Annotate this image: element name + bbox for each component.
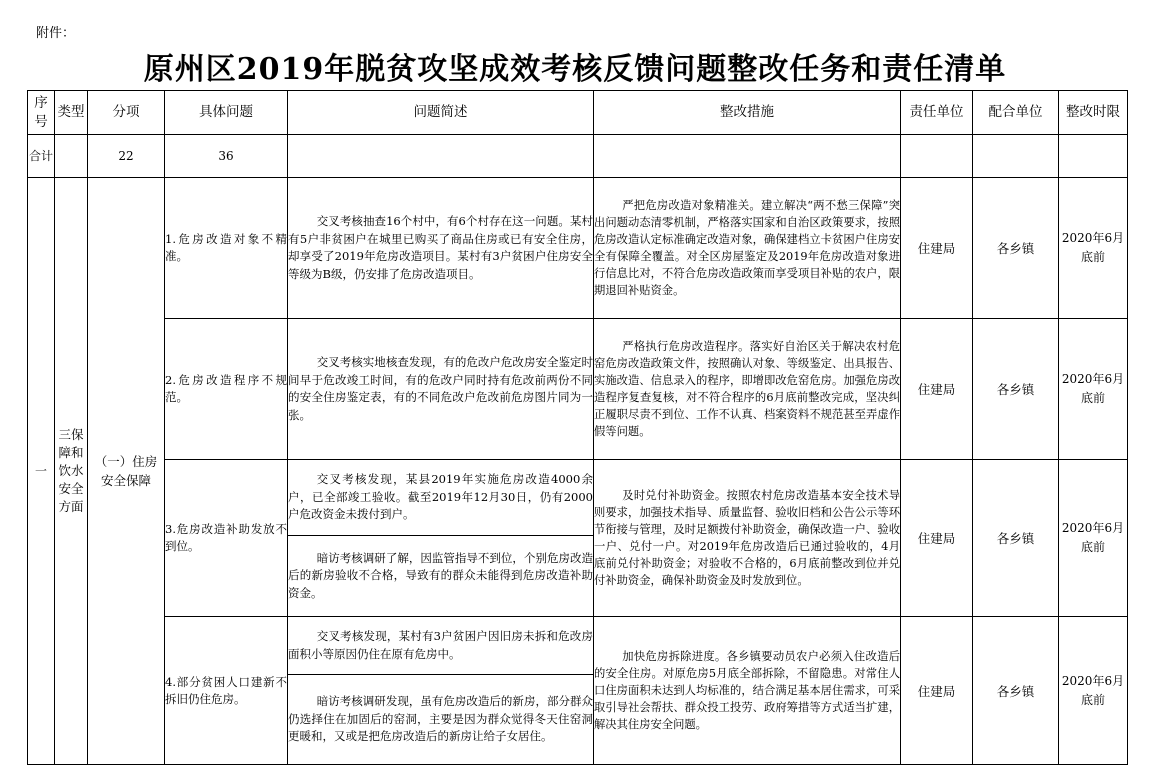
total-label: 合计 xyxy=(28,135,55,178)
resp-unit: 住建局 xyxy=(901,178,973,319)
header-deadline: 整改时限 xyxy=(1059,91,1128,135)
desc-cell: 交叉考核实地核查发现，有的危改户危改房安全鉴定时间早于危改竣工时间，有的危改户同时持有危改前两份不同的安全住房鉴定表，有的不同危改户危改前危房图片同为一张。 xyxy=(288,319,594,460)
table-row xyxy=(28,178,1128,319)
header-issue: 具体问题 xyxy=(165,91,288,135)
header-desc: 问题简述 xyxy=(288,91,594,135)
deadline: 2020年6月底前 xyxy=(1059,319,1128,460)
coop-unit: 各乡镇 xyxy=(973,617,1059,765)
header-coop: 配合单位 xyxy=(973,91,1059,135)
resp-unit: 住建局 xyxy=(901,319,973,460)
measure-cell: 加快危房拆除进度。各乡镇要动员农户必须入住改造后的安全住房。对原危房5月底全部拆除，不留隐患。对常住人口住房面积未达到人均标准的，结合满足基本居住需求，可采取引导社会帮扶、群众投工投劳、政府筹措等方式适当扩建，解决其住房安全问题。 xyxy=(594,617,901,765)
desc-cell: 交叉考核发现，某村有3户贫困户因旧房未拆和危改房面积小等原因仍住在原有危房中。 xyxy=(288,617,594,675)
total-issue-count: 36 xyxy=(165,135,288,178)
issue-cell: 3.危房改造补助发放不到位。 xyxy=(165,460,288,617)
coop-unit: 各乡镇 xyxy=(973,460,1059,617)
deadline: 2020年6月底前 xyxy=(1059,617,1128,765)
header-sub: 分项 xyxy=(88,91,165,135)
measure-cell: 及时兑付补助资金。按照农村危房改造基本安全技术导则要求，加强技术指导、质量监督、验收旧档和公告公示等环节衔接与管理，及时足额拨付补助资金，确保改造一户、验收一户、兑付一户。对2019年危房改造后已通过验收的，4月底前兑付补助资金；对验收不合格的，6月底前整改到位并兑付补助资金，确保补助资金及时发放到位。 xyxy=(594,460,901,617)
desc-cell: 交叉考核抽查16个村中，有6个村存在这一问题。某村有5户非贫困户在城里已购买了商品住房或已有安全住房，却享受了2019年危房改造项目。某村有3户贫困户住房安全等级为B级，仍安排了危房改造项目。 xyxy=(288,178,594,319)
table-row xyxy=(28,460,1128,536)
deadline: 2020年6月底前 xyxy=(1059,460,1128,617)
page-title: 原州区2019年脱贫攻坚成效考核反馈问题整改任务和责任清单 xyxy=(143,52,1007,87)
group-seq: 一 xyxy=(28,178,55,765)
header-resp: 责任单位 xyxy=(901,91,973,135)
task-table xyxy=(27,90,1128,765)
resp-unit: 住建局 xyxy=(901,617,973,765)
total-row xyxy=(28,135,1128,178)
deadline: 2020年6月底前 xyxy=(1059,178,1128,319)
issue-cell: 1.危房改造对象不精准。 xyxy=(165,178,288,319)
issue-cell: 2.危房改造程序不规范。 xyxy=(165,319,288,460)
header-row xyxy=(28,91,1128,135)
table-row xyxy=(28,319,1128,460)
group-sub: （一）住房安全保障 xyxy=(88,178,165,765)
resp-unit: 住建局 xyxy=(901,460,973,617)
desc-cell: 暗访考核调研发现，虽有危房改造后的新房，部分群众仍选择住在加固后的窑洞，主要是因为群众觉得冬天住窑洞更暖和，又或是把危房改造后的新房让给子女居住。 xyxy=(288,675,594,765)
header-seq: 序号 xyxy=(28,91,55,135)
issue-cell: 4.部分贫困人口建新不拆旧仍住危房。 xyxy=(165,617,288,765)
table-row xyxy=(28,617,1128,675)
measure-cell: 严格执行危房改造程序。落实好自治区关于解决农村危窑危房改造政策文件，按照确认对象、等级鉴定、出具报告、实施改造、信息录入的程序，即增即改危窑危房。加强危房改造程序复查复核，对不符合程序的6月底前整改完成，坚决纠正履职尽责不到位、工作不认真、档案资料不规范甚至弄虚作假等问题。 xyxy=(594,319,901,460)
desc-cell: 暗访考核调研了解，因监管指导不到位，个别危房改造后的新房验收不合格，导致有的群众未能得到危房改造补助资金。 xyxy=(288,536,594,617)
measure-cell: 严把危房改造对象精准关。建立解决“两不愁三保障”突出问题动态清零机制，严格落实国家和自治区政策要求，按照危房改造认定标准确定改造对象，确保建档立卡贫困户住房安全有保障全覆盖。对全区房屋鉴定及2019年危房改造对象进行信息比对，不符合危房改造政策而享受项目补贴的农户，限期退回补贴资金。 xyxy=(594,178,901,319)
header-measure: 整改措施 xyxy=(594,91,901,135)
coop-unit: 各乡镇 xyxy=(973,178,1059,319)
header-type: 类型 xyxy=(55,91,88,135)
group-type: 三保障和饮水安全方面 xyxy=(55,178,88,765)
coop-unit: 各乡镇 xyxy=(973,319,1059,460)
attachment-label: 附件： xyxy=(36,26,76,41)
desc-cell: 交叉考核发现，某县2019年实施危房改造4000余户，已全部竣工验收。截至2019年12月30日，仍有2000户危改资金未拨付到户。 xyxy=(288,460,594,536)
total-sub-count: 22 xyxy=(88,135,165,178)
